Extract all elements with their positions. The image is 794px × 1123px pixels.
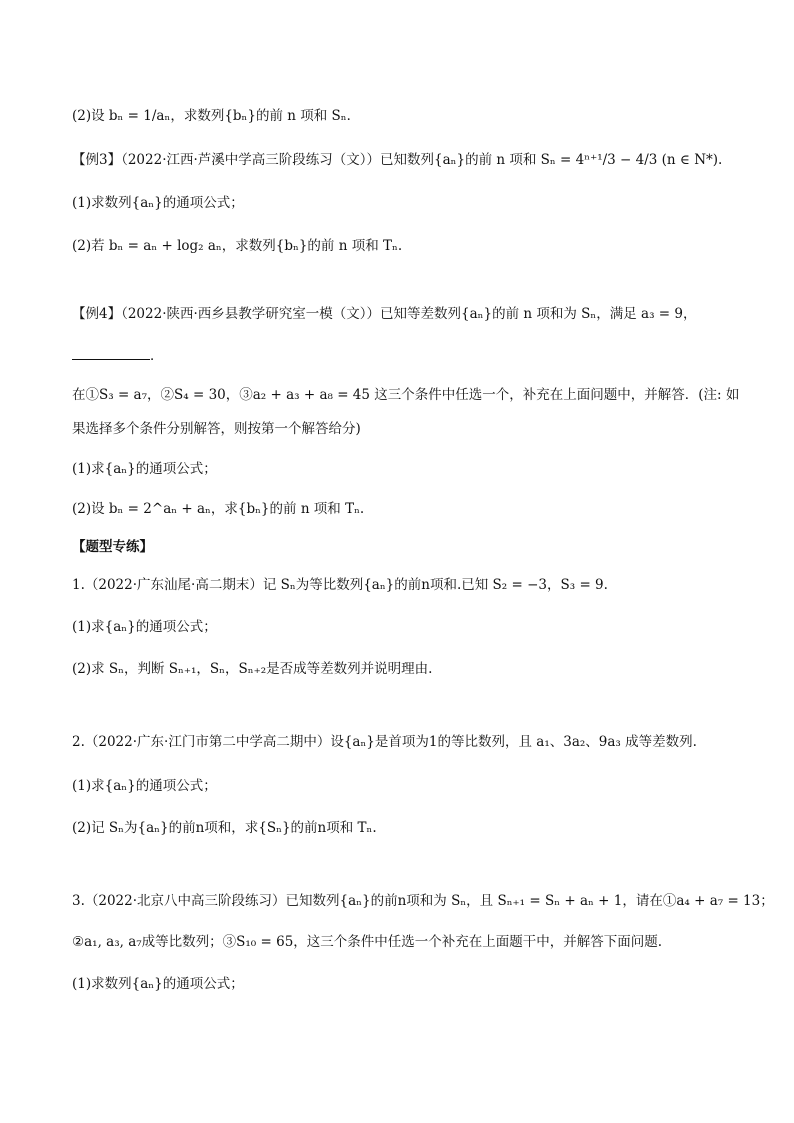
condition-note-line: 果选择多个条件分别解答，则按第一个解答给分) — [72, 421, 361, 437]
example-4-heading: 【例4】（2022·陕西·西乡县教学研究室一模（文））已知等差数列{aₙ}的前 n 项和为 Sₙ，满足 a₃ = 9， — [72, 306, 697, 322]
example-3-heading: 【例3】（2022·江西·芦溪中学高三阶段练习（文））已知数列{aₙ}的前 n 项和 Sₙ = 4ⁿ⁺¹/3 − 4/3 (n ∈ N*). — [72, 152, 723, 168]
question-1-line: (1)求{aₙ}的通项公式； — [72, 461, 217, 477]
problem-1-statement: 1.（2022·广东汕尾·高二期末）记 Sₙ为等比数列{aₙ}的前n项和.已知 S₂ = −3，S₃ = 9. — [72, 577, 608, 593]
problem-3-conditions: ②a₁, a₃, a₇成等比数列；③S₁₀ = 65，这三个条件中任选一个补充在上面题干中，并解答下面问题. — [72, 934, 663, 950]
question-2-line: (2)设 bₙ = 2^aₙ + aₙ，求{bₙ}的前 n 项和 Tₙ. — [72, 501, 365, 517]
question-2-line: (2)若 bₙ = aₙ + log₂ aₙ，求数列{bₙ}的前 n 项和 Tₙ. — [72, 238, 403, 254]
question-2-line: (2)求 Sₙ，判断 Sₙ₊₁，Sₙ，Sₙ₊₂是否成等差数列并说明理由. — [72, 661, 433, 677]
fill-in-blank — [72, 345, 150, 360]
question-2-line: (2)记 Sₙ为{aₙ}的前n项和，求{Sₙ}的前n项和 Tₙ. — [72, 820, 377, 836]
question-1-line: (1)求数列{aₙ}的通项公式； — [72, 195, 244, 211]
problem-2-statement: 2.（2022·广东·江门市第二中学高二期中）设{aₙ}是首项为1的等比数列，且 a₁、3a₂、9a₃ 成等差数列. — [72, 734, 697, 750]
question-1-line: (1)求{aₙ}的通项公式； — [72, 619, 217, 635]
question-1-line: (1)求{aₙ}的通项公式； — [72, 778, 217, 794]
question-1-line: (1)求数列{aₙ}的通项公式； — [72, 976, 244, 992]
practice-section-heading: 【题型专练】 — [72, 539, 153, 555]
blank-line — [72, 345, 734, 366]
problem-3-statement: 3.（2022·北京八中高三阶段练习）已知数列{aₙ}的前n项和为 Sₙ，且 Sₙ₊₁ = Sₙ + aₙ + 1，请在①a₄ + a₇ = 13； — [72, 893, 774, 909]
condition-choice-line: 在①S₃ = a₇，②S₄ = 30，③a₂ + a₃ + a₈ = 45 这三个条件中任选一个，补充在上面问题中，并解答．(注: 如 — [72, 387, 740, 403]
question-2-line: (2)设 bₙ = 1/aₙ，求数列{bₙ}的前 n 项和 Sₙ． — [72, 108, 361, 124]
blank-period: ． — [150, 348, 164, 364]
